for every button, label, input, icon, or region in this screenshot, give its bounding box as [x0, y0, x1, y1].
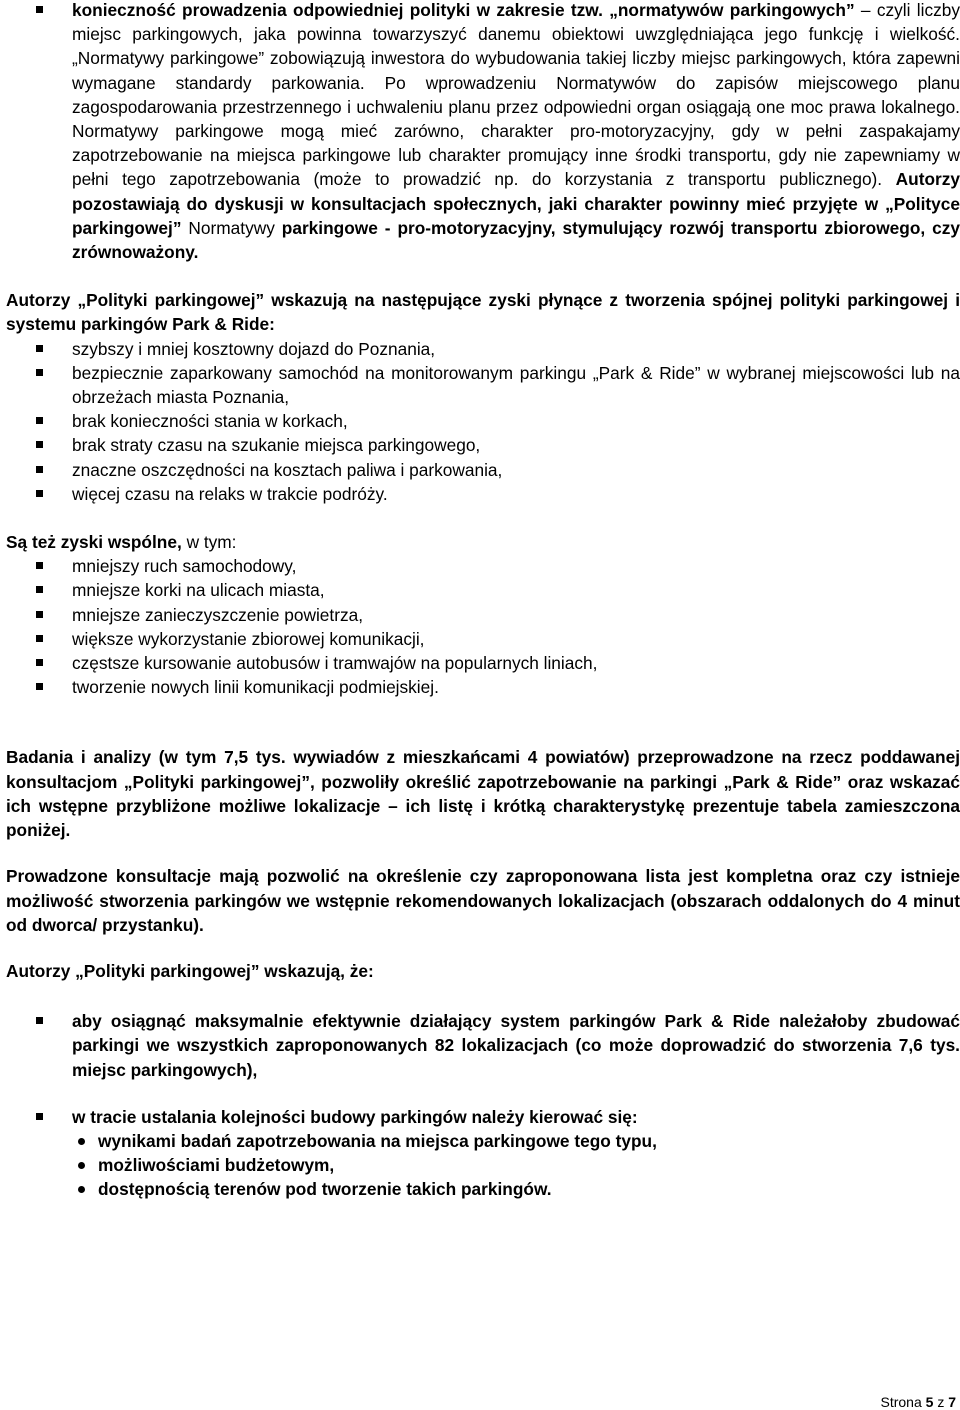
- square-bullet-icon: [36, 417, 43, 424]
- page-separator: z: [937, 1394, 945, 1410]
- list-item-text: większe wykorzystanie zbiorowej komunikacji,: [72, 628, 425, 649]
- conclusions-list: [6, 1009, 960, 1082]
- square-bullet-icon: [36, 369, 43, 376]
- list-item: [6, 458, 960, 482]
- list-item: [6, 409, 960, 433]
- list-item: [6, 578, 960, 602]
- normatywy-list: [6, 0, 960, 264]
- list-item: [6, 433, 960, 457]
- research-paragraph: Badania i analizy (w tym 7,5 tys. wywiadów z mieszkańcami 4 powiatów) przeprowadzone na rzecz poddawanej konsultacjom „Polityki parkingowej”, pozwoliły określić zapotrzebowanie na parkingi „Park & Ride” oraz wskazać ich wstępne przybliżone możliwe lokalizacje – ich listę i krótką charakterystykę prezentuje tabela zamieszczona poniżej.: [6, 747, 960, 841]
- document-page: [6, 0, 960, 1202]
- current-page: 5: [925, 1394, 934, 1410]
- common-intro-bold: Są też zyski wspólne,: [6, 532, 182, 553]
- list-item-text: szybszy i mniej kosztowny dojazd do Poznania,: [72, 338, 436, 359]
- list-item-text: znaczne oszczędności na kosztach paliwa i parkowania,: [72, 459, 503, 480]
- square-bullet-icon: [36, 490, 43, 497]
- consultation-paragraph: Prowadzone konsultacje mają pozwolić na określenie czy zaproponowana lista jest kompletna oraz czy istnieje możliwość stworzenia parkingów we wstępnie rekomendowanych lokalizacjach (obszarach oddalonych do 4 minut od dworca/ przystanku).: [6, 866, 960, 935]
- round-bullet-icon: [78, 1186, 85, 1193]
- square-bullet-icon: [36, 683, 43, 690]
- square-bullet-icon: [36, 1017, 43, 1024]
- common-intro: [6, 530, 960, 554]
- square-bullet-icon: [36, 345, 43, 352]
- square-bullet-icon: [36, 659, 43, 666]
- round-bullet-icon: [78, 1138, 85, 1145]
- criteria-list: [6, 1129, 960, 1202]
- square-bullet-icon: [36, 6, 43, 13]
- square-bullet-icon: [36, 1113, 43, 1120]
- list-item: [6, 1153, 960, 1177]
- list-item: [6, 482, 960, 506]
- benefits-intro: Autorzy „Polityki parkingowej” wskazują na następujące zyski płynące z tworzenia spójnej polityki parkingowej i systemu parkingów Park & Ride:: [6, 290, 960, 335]
- normatywy-heading: konieczność prowadzenia odpowiedniej polityki w zakresie tzw. „normatywów parkingowych”: [72, 0, 855, 20]
- list-item-text: brak straty czasu na szukanie miejsca parkingowego,: [72, 435, 481, 456]
- list-item: [6, 554, 960, 578]
- list-item-text: aby osiągnąć maksymalnie efektywnie działający system parkingów Park & Ride należałoby zbudować parkingi we wszystkich zaproponowanych 82 lokalizacjach (co może doprowadzić do stworzenia 7,6 tys. miejsc parkingowych),: [72, 1011, 960, 1080]
- common-list: [6, 554, 960, 699]
- square-bullet-icon: [36, 586, 43, 593]
- square-bullet-icon: [36, 562, 43, 569]
- page-label: Strona: [880, 1394, 922, 1410]
- discussion-options: parkingowe - pro-motoryzacyjny, stymulujący rozwój transportu zbiorowego, czy zrównoważony.: [72, 217, 960, 263]
- square-bullet-icon: [36, 466, 43, 473]
- list-item-text: wynikami badań zapotrzebowania na miejsca parkingowe tego typu,: [98, 1130, 657, 1151]
- square-bullet-icon: [36, 635, 43, 642]
- benefits-list: [6, 337, 960, 506]
- list-item-text: mniejsze zanieczyszczenie powietrza,: [72, 604, 364, 625]
- list-item-text: mniejszy ruch samochodowy,: [72, 556, 297, 577]
- list-item-text: więcej czasu na relaks w trakcie podróży.: [72, 483, 388, 504]
- common-intro-rest: w tym:: [181, 532, 237, 553]
- list-item: [6, 627, 960, 651]
- total-pages: 7: [948, 1394, 956, 1410]
- page-number: [880, 1394, 956, 1410]
- list-item: [6, 675, 960, 699]
- conclusions-intro: Autorzy „Polityki parkingowej” wskazują, że:: [6, 960, 374, 981]
- list-item: [6, 1009, 960, 1082]
- list-item-text: częstsze kursowanie autobusów i tramwajów na popularnych liniach,: [72, 653, 598, 674]
- list-item: [6, 1105, 960, 1129]
- normatywy-text: – czyli liczby miejsc parkingowych, jaka powinna towarzyszyć danemu obiektowi uwzględniająca jego funkcję i wielkość. „Normatywy parkingowe” zobowiązują inwestora do wybudowania takiej liczby miejsc parkingowych, która zapewni wymagane standardy parkowania. Po wprowadzeniu Normatywów do zapisów miejscowego planu zagospodarowania przestrzennego i uchwaleniu planu przez odpowiedni organ osiągają one moc prawa lokalnego. Normatywy parkingowe mogą mieć zarówno, charakter pro-motoryzacyjny, gdy w pełni zaspakajamy zapotrzebowanie na miejsca parkingowe lub charakter promujący inne środki transportu, gdy nie zapewniamy w pełni tego zapotrzebowania (może to prowadzić np. do korzystania z transportu publicznego).: [72, 0, 960, 190]
- list-item: [6, 1129, 960, 1153]
- round-bullet-icon: [78, 1162, 85, 1169]
- list-item-text: mniejsze korki na ulicach miasta,: [72, 580, 325, 601]
- list-item-text: bezpiecznie zaparkowany samochód na monitorowanym parkingu „Park & Ride” w wybranej miejscowości lub na obrzeżach miasta Poznania,: [72, 362, 960, 408]
- list-item: [6, 651, 960, 675]
- square-bullet-icon: [36, 611, 43, 618]
- list-item-text: możliwościami budżetowym,: [98, 1155, 335, 1176]
- list-item: [6, 337, 960, 361]
- list-item-text: w tracie ustalania kolejności budowy parkingów należy kierować się:: [72, 1106, 638, 1127]
- conclusions-list-2: [6, 1105, 960, 1129]
- normatywy-word: Normatywy: [181, 217, 282, 238]
- normatywy-bullet: [6, 0, 960, 264]
- discussion-text: Autorzy pozostawiają do dyskusji w konsultacjach społecznych, jaki charakter powinny mieć przyjęte w „Polityce parkingowej”: [72, 169, 960, 238]
- list-item-text: dostępnością terenów pod tworzenie takich parkingów.: [98, 1179, 552, 1200]
- list-item: [6, 1177, 960, 1201]
- list-item-text: brak konieczności stania w korkach,: [72, 411, 348, 432]
- square-bullet-icon: [36, 441, 43, 448]
- list-item: [6, 603, 960, 627]
- list-item: [6, 361, 960, 409]
- list-item-text: tworzenie nowych linii komunikacji podmiejskiej.: [72, 677, 439, 698]
